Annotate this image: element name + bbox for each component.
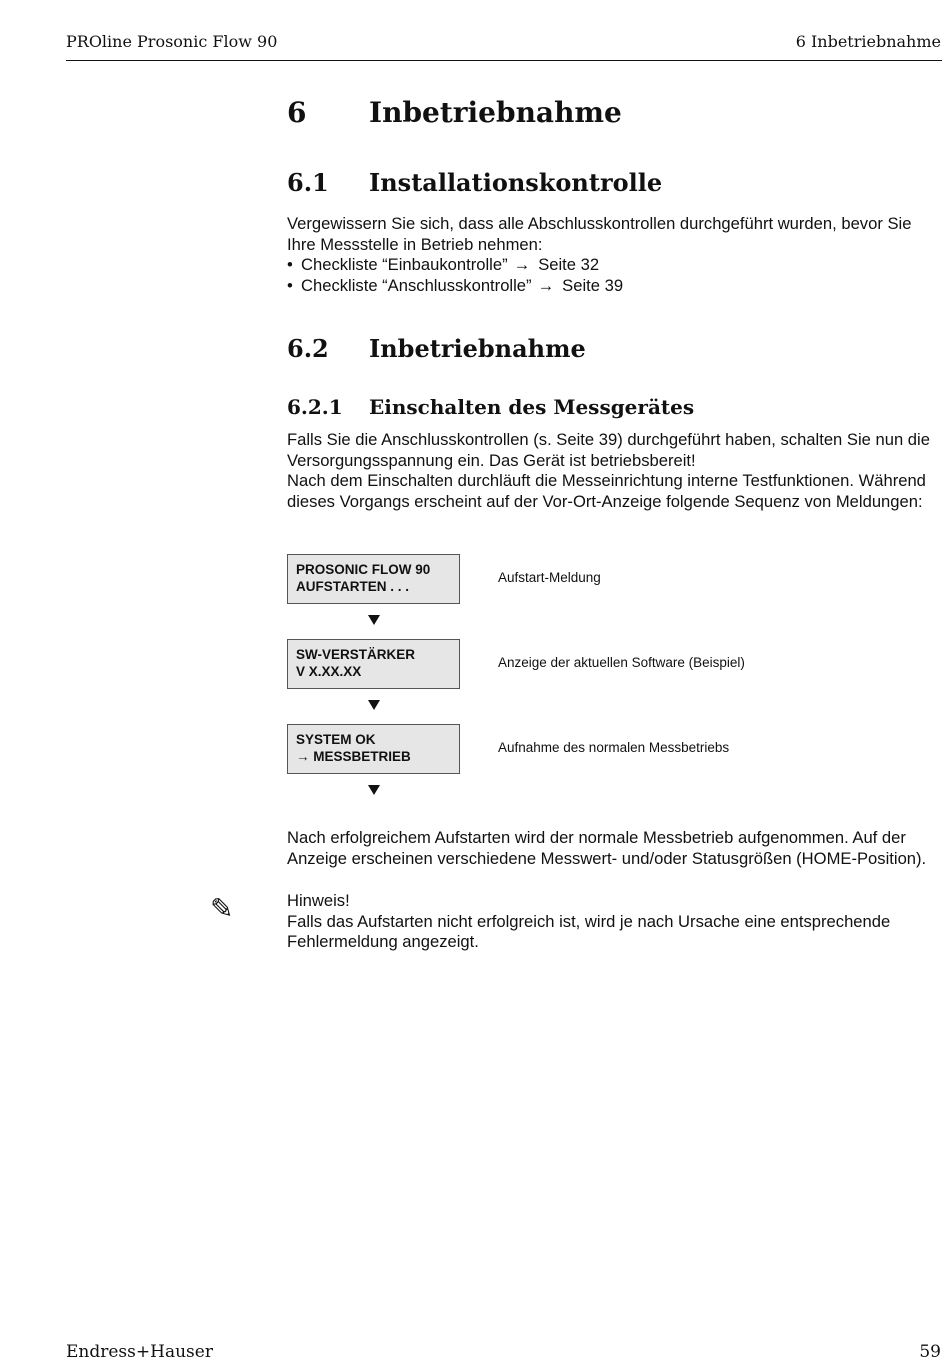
arrow-right-icon: → (513, 255, 531, 274)
list-item-text: Checkliste “Anschlusskontrolle” (301, 275, 532, 295)
after-startup-text (287, 828, 947, 869)
down-arrow-icon (368, 615, 380, 625)
down-arrow-icon (368, 700, 380, 710)
header-rule (66, 60, 942, 61)
caption-system-ok: Aufnahme des normalen Messbetriebs (498, 740, 730, 755)
list-item-text: Checkliste “Einbaukontrolle” (301, 255, 508, 274)
caption-startup: Aufstart-Meldung (498, 570, 601, 585)
display-system-ok (287, 724, 460, 774)
display-line: SYSTEM OK (296, 732, 376, 747)
page-reference: Seite 39 (562, 275, 624, 295)
chapter-heading (287, 96, 622, 129)
paragraph-line: Fehlermeldung angezeigt. (287, 932, 479, 951)
pencil-icon: ✎ (210, 893, 234, 924)
section-number: 6.2 (287, 334, 329, 363)
section-title: Einschalten des Messgerätes (369, 395, 695, 419)
page-number: 59 (919, 1342, 941, 1362)
paragraph-line: Versorgungsspannung ein. Das Gerät ist betriebsbereit! (287, 450, 696, 470)
chapter-number: 6 (287, 96, 307, 129)
display-software (287, 639, 460, 689)
section-6-2-1-heading (287, 395, 694, 419)
paragraph-line: Nach dem Einschalten durchläuft die Messeinrichtung interne Testfunktionen. Während (287, 471, 926, 490)
chapter-title: Inbetriebnahme (369, 96, 622, 129)
paragraph-line: dieses Vorgangs erscheint auf der Vor-Ort-Anzeige folgende Sequenz von Meldungen: (287, 491, 923, 511)
install-check-text (287, 214, 947, 296)
note-title: Hinweis! (287, 891, 350, 910)
list-item: • Checkliste “Einbaukontrolle” → Seite 32 (287, 255, 600, 274)
paragraph-line: Nach erfolgreichem Aufstarten wird der normale Messbetrieb aufgenommen. Auf der (287, 828, 906, 847)
paragraph-line: Falls das Aufstarten nicht erfolgreich ist, wird je nach Ursache eine entsprechende (287, 911, 891, 931)
section-number: 6.2.1 (287, 395, 343, 419)
display-line: PROSONIC FLOW 90 (296, 562, 431, 577)
section-6-1-heading (287, 168, 662, 197)
running-header-title: PROline Prosonic Flow 90 (66, 32, 278, 51)
power-on-text (287, 430, 947, 512)
caption-software: Anzeige der aktuellen Software (Beispiel) (498, 655, 745, 670)
section-6-2-heading (287, 334, 586, 363)
arrow-right-icon: → (537, 275, 555, 295)
paragraph-line: Falls Sie die Anschlusskontrollen (s. Seite 39) durchgeführt haben, schalten Sie nun die (287, 430, 930, 449)
footer-brand: Endress+Hauser (66, 1342, 213, 1362)
section-title: Installationskontrolle (369, 168, 663, 197)
display-startup (287, 554, 460, 604)
section-number: 6.1 (287, 168, 329, 197)
paragraph-line: Ihre Messstelle in Betrieb nehmen: (287, 234, 543, 254)
page-reference: Seite 32 (538, 255, 600, 274)
display-line: AUFSTARTEN . . . (296, 579, 409, 594)
paragraph-line: Anzeige erscheinen verschiedene Messwert- und/oder Statusgrößen (HOME-Position). (287, 848, 927, 868)
display-line: → MESSBETRIEB (296, 749, 411, 764)
note-text (287, 891, 947, 953)
running-header-chapter: 6 Inbetriebnahme (795, 32, 941, 51)
display-line: SW-VERSTÄRKER (296, 647, 415, 662)
down-arrow-icon (368, 785, 380, 795)
paragraph-line: Vergewissern Sie sich, dass alle Abschlusskontrollen durchgeführt wurden, bevor Sie (287, 214, 912, 233)
list-item: • Checkliste “Anschlusskontrolle” → Seite 39 (287, 275, 624, 295)
section-title: Inbetriebnahme (369, 334, 586, 363)
display-line: V X.XX.XX (296, 664, 362, 679)
